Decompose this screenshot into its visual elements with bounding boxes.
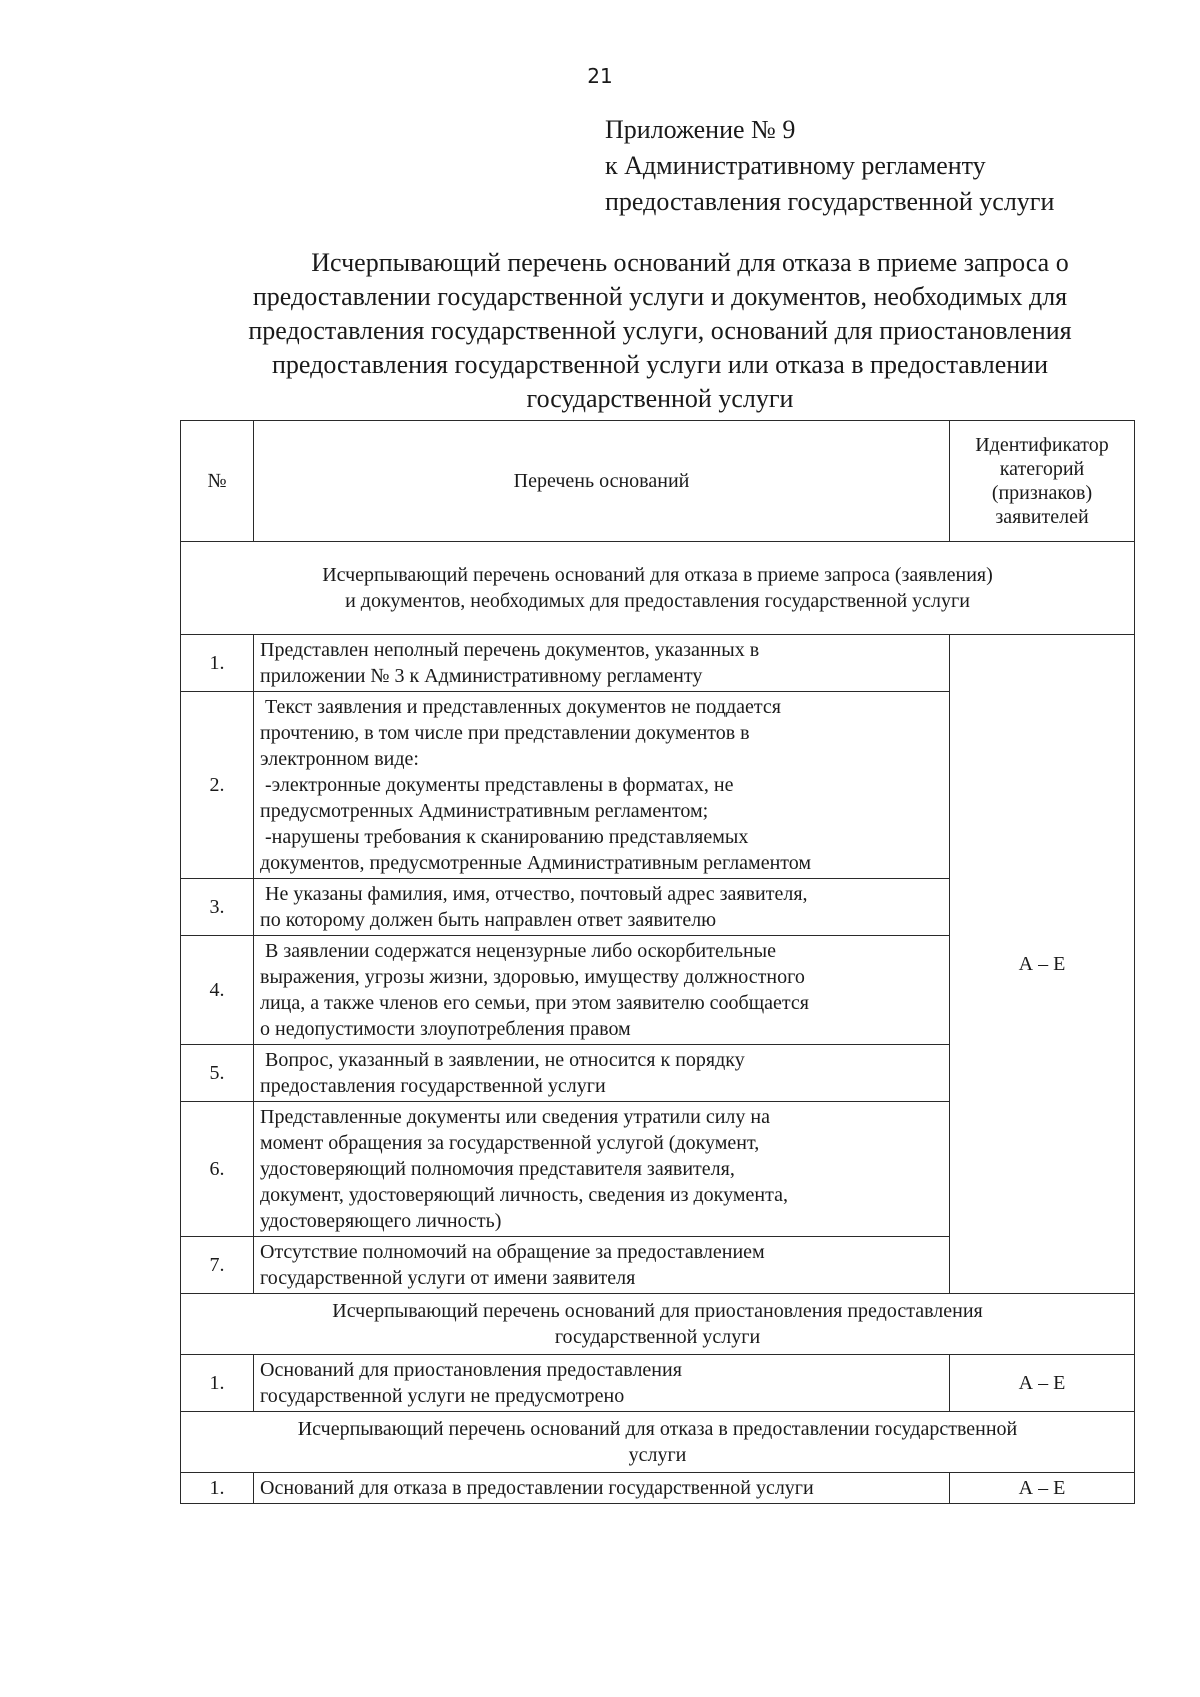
row-number: 3. xyxy=(181,879,254,936)
reason-line: Оснований для отказа в предоставлении государственной услуги xyxy=(260,1477,814,1499)
section-title: Исчерпывающий перечень оснований для отказа в предоставлении государственной услуги xyxy=(181,1412,1135,1473)
header-reasons: Перечень оснований xyxy=(254,421,950,542)
title-line: Исчерпывающий перечень оснований для отказа в приеме запроса о xyxy=(311,248,1069,277)
reason-line: государственной услуги от имени заявителя xyxy=(260,1267,636,1289)
row-identifier: А – Е xyxy=(950,1355,1135,1412)
section-title: Исчерпывающий перечень оснований для отказа в приеме запроса (заявления) и документов, необходимых для предоставления государственной услуги xyxy=(181,542,1135,635)
reason-line: о недопустимости злоупотребления правом xyxy=(260,1018,631,1040)
reason-line: удостоверяющий полномочия представителя заявителя, xyxy=(260,1158,735,1180)
row-number: 7. xyxy=(181,1237,254,1294)
table-header-row xyxy=(181,421,1135,542)
row-reason-text xyxy=(254,1237,950,1294)
row-number: 6. xyxy=(181,1102,254,1237)
reason-line: предоставления государственной услуги xyxy=(260,1075,606,1097)
reason-line: прочтению, в том числе при представлении документов в xyxy=(260,722,750,744)
reasons-table xyxy=(180,420,1135,1504)
reason-line: Вопрос, указанный в заявлении, не относится к порядку xyxy=(260,1049,745,1071)
appendix-line: предоставления государственной услуги xyxy=(605,187,1055,216)
table-row xyxy=(181,1473,1135,1504)
section-header-row xyxy=(181,542,1135,635)
row-number: 5. xyxy=(181,1045,254,1102)
row-reason-text xyxy=(254,936,950,1045)
row-identifier: А – Е xyxy=(950,635,1135,1294)
reason-line: удостоверяющего личность) xyxy=(260,1210,502,1232)
row-reason-text xyxy=(254,1045,950,1102)
reason-line: Текст заявления и представленных документов не поддается xyxy=(260,696,781,718)
header-num: № xyxy=(181,421,254,542)
appendix-line: Приложение № 9 xyxy=(605,115,796,144)
row-reason-text xyxy=(254,1355,950,1412)
row-number: 4. xyxy=(181,936,254,1045)
row-number: 1. xyxy=(181,1473,254,1504)
reason-line: выражения, угрозы жизни, здоровью, имуществу должностного xyxy=(260,966,805,988)
reason-line: государственной услуги не предусмотрено xyxy=(260,1385,625,1407)
row-reason-text xyxy=(254,1473,950,1504)
appendix-line: к Административному регламенту xyxy=(605,151,986,180)
reason-line: приложении № 3 к Административному регламенту xyxy=(260,665,703,687)
section-header-row xyxy=(181,1412,1135,1473)
reason-line: В заявлении содержатся нецензурные либо оскорбительные xyxy=(260,940,776,962)
row-identifier: А – Е xyxy=(950,1473,1135,1504)
reason-line: Отсутствие полномочий на обращение за предоставлением xyxy=(260,1241,765,1263)
reason-line: документ, удостоверяющий личность, сведения из документа, xyxy=(260,1184,788,1206)
row-reason-text xyxy=(254,1102,950,1237)
reason-line: -нарушены требования к сканированию представляемых xyxy=(260,826,749,848)
document-title xyxy=(200,246,1120,416)
reason-line: предусмотренных Административным регламентом; xyxy=(260,800,709,822)
section-title: Исчерпывающий перечень оснований для приостановления предоставления государственной услуги xyxy=(181,1294,1135,1355)
reason-line: Представлен неполный перечень документов, указанных в xyxy=(260,639,760,661)
reason-line: Не указаны фамилия, имя, отчество, почтовый адрес заявителя, xyxy=(260,883,808,905)
table-row xyxy=(181,635,1135,692)
reason-line: лица, а также членов его семьи, при этом заявителю сообщается xyxy=(260,992,809,1014)
reason-line: момент обращения за государственной услугой (документ, xyxy=(260,1132,760,1154)
title-line: предоставления государственной услуги или отказа в предоставлении xyxy=(271,350,1048,379)
row-number: 2. xyxy=(181,692,254,879)
row-number: 1. xyxy=(181,635,254,692)
appendix-block xyxy=(605,112,1054,220)
row-reason-text xyxy=(254,635,950,692)
reason-line: Представленные документы или сведения утратили силу на xyxy=(260,1106,770,1128)
page-number: 21 xyxy=(587,64,613,88)
title-line: предоставлении государственной услуги и документов, необходимых для xyxy=(252,282,1068,311)
reason-line: по которому должен быть направлен ответ заявителю xyxy=(260,909,717,931)
reason-line: Оснований для приостановления предоставления xyxy=(260,1359,682,1381)
table-row xyxy=(181,1355,1135,1412)
title-line: государственной услуги xyxy=(526,384,794,413)
table-body xyxy=(181,542,1135,1504)
reason-line: документов, предусмотренные Административным регламентом xyxy=(260,852,812,874)
section-header-row xyxy=(181,1294,1135,1355)
reason-line: -электронные документы представлены в форматах, не xyxy=(260,774,734,796)
row-number: 1. xyxy=(181,1355,254,1412)
row-reason-text xyxy=(254,692,950,879)
header-identifier: Идентификатор категорий (признаков) заявителей xyxy=(950,421,1135,542)
row-reason-text xyxy=(254,879,950,936)
reason-line: электронном виде: xyxy=(260,748,419,770)
title-line: предоставления государственной услуги, оснований для приостановления xyxy=(248,316,1072,345)
